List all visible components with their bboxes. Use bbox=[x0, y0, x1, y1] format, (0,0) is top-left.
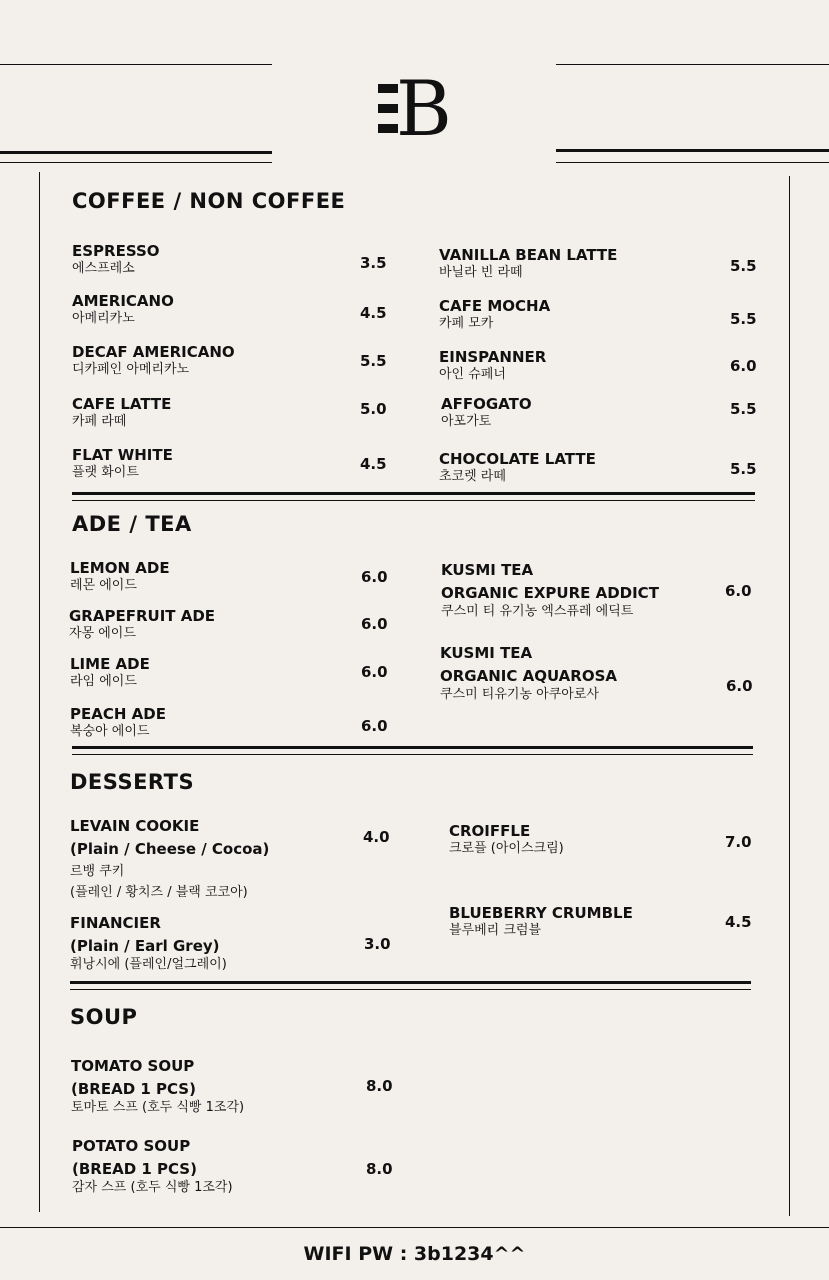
menu-item-chocolate-latte: CHOCOLATE LATTE 초코렛 라떼 bbox=[439, 450, 596, 484]
menu-item-vanilla-bean-latte: VANILLA BEAN LATTE 바닐라 빈 라떼 bbox=[439, 246, 618, 280]
section-divider-ade-thin bbox=[72, 754, 753, 755]
price-chocolate-latte: 5.5 bbox=[730, 460, 757, 478]
price-blueberry-crumble: 4.5 bbox=[725, 913, 752, 931]
menu-item-americano: AMERICANO 아메리카노 bbox=[72, 292, 174, 326]
section-divider-desserts-thin bbox=[70, 989, 751, 990]
menu-item-levain-cookie: LEVAIN COOKIE (Plain / Cheese / Cocoa) 르뱅 쿠키 (플레인 / 황치즈 / 블랙 코코아) bbox=[70, 817, 270, 900]
header-rule-left-bottom bbox=[0, 162, 272, 163]
header-rule-right-thin bbox=[556, 64, 829, 65]
wifi-password: WIFI PW : 3b1234^^ bbox=[303, 1243, 526, 1265]
menu-item-blueberry-crumble: BLUEBERRY CRUMBLE 블루베리 크럼블 bbox=[449, 904, 633, 938]
price-americano: 4.5 bbox=[360, 304, 387, 322]
menu-item-flat-white: FLAT WHITE 플랫 화이트 bbox=[72, 446, 173, 480]
menu-item-peach-ade: PEACH ADE 복숭아 에이드 bbox=[70, 705, 166, 739]
price-einspanner: 6.0 bbox=[730, 357, 757, 375]
menu-item-cafe-mocha: CAFE MOCHA 카페 모카 bbox=[439, 297, 551, 331]
menu-item-decaf-americano: DECAF AMERICANO 디카페인 아메리카노 bbox=[72, 343, 235, 377]
price-grapefruit-ade: 6.0 bbox=[361, 615, 388, 633]
price-lime-ade: 6.0 bbox=[361, 663, 388, 681]
price-potato-soup: 8.0 bbox=[366, 1160, 393, 1178]
section-divider-ade-thick bbox=[72, 746, 753, 749]
header-rule-left-thin bbox=[0, 64, 272, 65]
section-title-desserts: DESSERTS bbox=[70, 770, 195, 794]
left-border bbox=[39, 172, 40, 1212]
section-title-coffee: COFFEE / NON COFFEE bbox=[72, 189, 346, 213]
menu-item-kusmi-expure-addict: KUSMI TEA ORGANIC EXPURE ADDICT 쿠스미 티 유기농 엑스퓨레 에딕트 bbox=[441, 561, 659, 619]
menu-item-lemon-ade: LEMON ADE 레몬 에이드 bbox=[70, 559, 170, 593]
price-peach-ade: 6.0 bbox=[361, 717, 388, 735]
header-rule-left-thick bbox=[0, 151, 272, 154]
price-levain-cookie: 4.0 bbox=[363, 828, 390, 846]
menu-item-affogato: AFFOGATO 아포가토 bbox=[441, 395, 532, 429]
menu-item-tomato-soup: TOMATO SOUP (BREAD 1 PCS) 토마토 스프 (호두 식빵 1조각) bbox=[71, 1057, 245, 1115]
price-espresso: 3.5 bbox=[360, 254, 387, 272]
menu-item-espresso: ESPRESSO 에스프레소 bbox=[72, 242, 160, 276]
price-kusmi-expure-addict: 6.0 bbox=[725, 582, 752, 600]
brand-logo: B bbox=[378, 78, 456, 142]
price-flat-white: 4.5 bbox=[360, 455, 387, 473]
price-tomato-soup: 8.0 bbox=[366, 1077, 393, 1095]
footer-rule bbox=[0, 1227, 829, 1228]
section-divider-desserts-thick bbox=[70, 981, 751, 984]
price-cafe-latte: 5.0 bbox=[360, 400, 387, 418]
menu-item-lime-ade: LIME ADE 라임 에이드 bbox=[70, 655, 150, 689]
right-border bbox=[789, 176, 790, 1216]
price-lemon-ade: 6.0 bbox=[361, 568, 388, 586]
menu-item-potato-soup: POTATO SOUP (BREAD 1 PCS) 감자 스프 (호두 식빵 1조각) bbox=[72, 1137, 233, 1195]
price-kusmi-aquarosa: 6.0 bbox=[726, 677, 753, 695]
price-affogato: 5.5 bbox=[730, 400, 757, 418]
menu-item-croiffle: CROIFFLE 크로플 (아이스크림) bbox=[449, 822, 564, 856]
header-rule-right-thick bbox=[556, 149, 829, 152]
menu-item-cafe-latte: CAFE LATTE 카페 라떼 bbox=[72, 395, 172, 429]
section-divider-coffee-thick bbox=[72, 492, 755, 495]
price-decaf-americano: 5.5 bbox=[360, 352, 387, 370]
price-croiffle: 7.0 bbox=[725, 833, 752, 851]
price-financier: 3.0 bbox=[364, 935, 391, 953]
section-title-ade-tea: ADE / TEA bbox=[72, 512, 192, 536]
menu-item-grapefruit-ade: GRAPEFRUIT ADE 자몽 에이드 bbox=[69, 607, 216, 641]
menu-item-kusmi-aquarosa: KUSMI TEA ORGANIC AQUAROSA 쿠스미 티유기농 아쿠아로사 bbox=[440, 644, 617, 702]
price-cafe-mocha: 5.5 bbox=[730, 310, 757, 328]
menu-item-einspanner: EINSPANNER 아인 슈페너 bbox=[439, 348, 547, 382]
price-vanilla-bean-latte: 5.5 bbox=[730, 257, 757, 275]
header-rule-right-bottom bbox=[556, 162, 829, 163]
section-divider-coffee-thin bbox=[72, 500, 755, 501]
menu-item-financier: FINANCIER (Plain / Earl Grey) 휘낭시에 (플레인/얼그레이) bbox=[70, 914, 227, 972]
section-title-soup: SOUP bbox=[70, 1005, 138, 1029]
